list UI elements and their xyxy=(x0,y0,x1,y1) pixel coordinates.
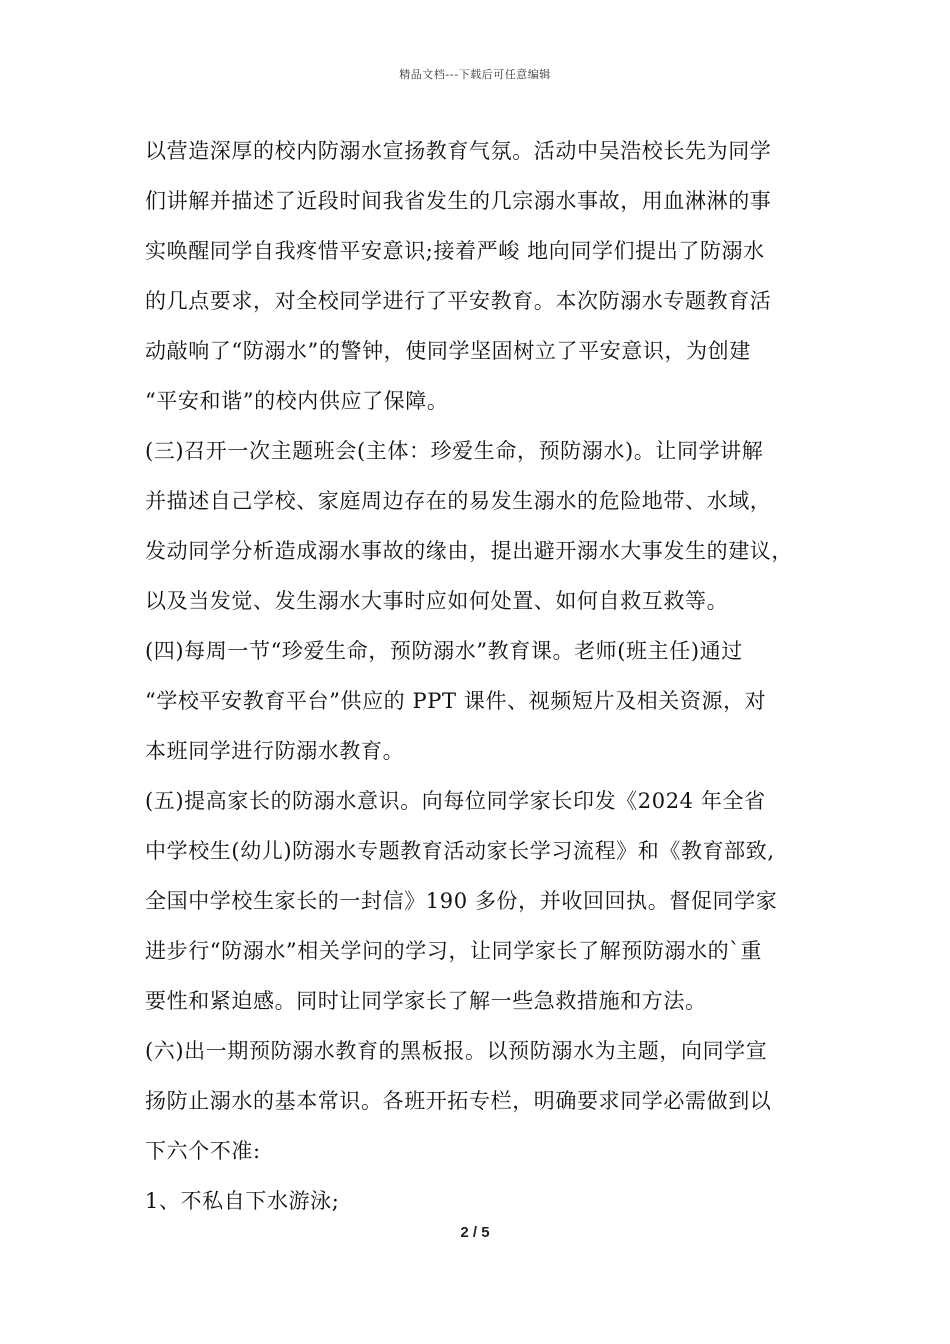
page-number: 2 / 5 xyxy=(460,1224,490,1241)
text-line: “学校平安教育平台”供应的 PPT 课件、视频短片及相关资源，对 xyxy=(145,689,767,713)
text-line: 动敲响了“防溺水”的警钟，使同学坚固树立了平安意识，为创建 xyxy=(145,339,751,363)
page-header: 精品文档---下载后可任意编辑 xyxy=(399,68,551,81)
text-line: 1、不私自下水游泳; xyxy=(145,1189,340,1213)
text-line: 们讲解并描述了近段时间我省发生的几宗溺水事故，用血淋淋的事 xyxy=(145,189,772,213)
text-line: 本班同学进行防溺水教育。 xyxy=(145,739,405,763)
text-line: (四)每周一节“珍爱生命，预防溺水”教育课。老师(班主任)通过 xyxy=(145,639,743,663)
text-line: 的几点要求，对全校同学进行了平安教育。本次防溺水专题教育活 xyxy=(145,289,772,313)
text-line: 以营造深厚的校内防溺水宣扬教育气氛。活动中吴浩校长先为同学 xyxy=(145,139,772,163)
text-line: 以及当发觉、发生溺水大事时应如何处置、如何自救互救等。 xyxy=(145,589,729,613)
text-line: (三)召开一次主题班会(主体：珍爱生命，预防溺水)。让同学讲解 xyxy=(145,439,764,463)
text-line: 实唤醒同学自我疼惜平安意识;接着严峻 地向同学们提出了防溺水 xyxy=(145,239,765,263)
text-line: 要性和紧迫感。同时让同学家长了解一些急救措施和方法。 xyxy=(145,989,707,1013)
text-line: “平安和谐”的校内供应了保障。 xyxy=(145,389,449,413)
text-line: (五)提高家长的防溺水意识。向每位同学家长印发《2024 年全省 xyxy=(145,789,766,813)
text-line: 发动同学分析造成溺水事故的缘由，提出避开溺水大事发生的建议， xyxy=(145,539,793,563)
text-line: 扬防止溺水的基本常识。各班开拓专栏，明确要求同学必需做到以 xyxy=(145,1089,772,1113)
text-line: 进步行“防溺水”相关学问的学习，让同学家长了解预防溺水的`重 xyxy=(145,939,762,963)
document-body xyxy=(145,126,817,1226)
text-line: 中学校生(幼儿)防溺水专题教育活动家长学习流程》和《教育部致, xyxy=(145,839,775,863)
text-line: (六)出一期预防溺水教育的黑板报。以预防溺水为主题，向同学宣 xyxy=(145,1039,768,1063)
text-line: 下六个不准: xyxy=(145,1139,261,1163)
text-line: 全国中学校生家长的一封信》190 多份，并收回回执。督促同学家 xyxy=(145,889,778,913)
text-line: 并描述自己学校、家庭周边存在的易发生溺水的危险地带、水域， xyxy=(145,489,772,513)
